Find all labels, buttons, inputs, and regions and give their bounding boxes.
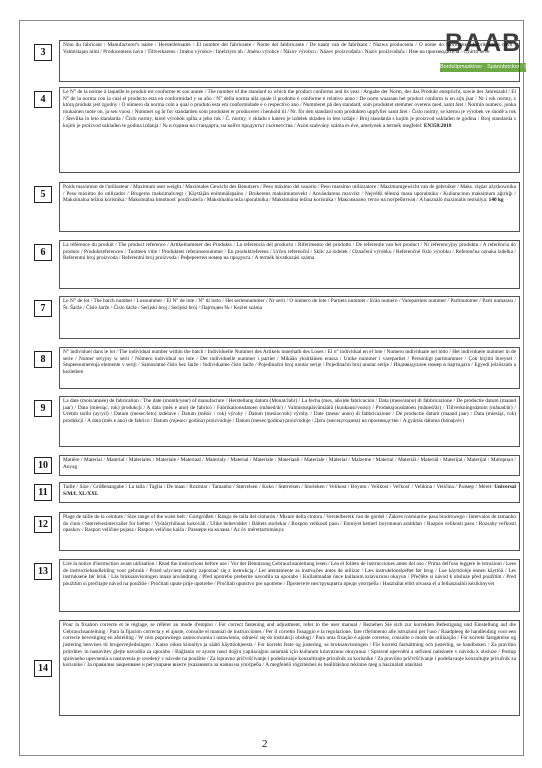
- row-text: [59, 240, 520, 289]
- logo-text: BAAB: [445, 29, 522, 57]
- marking-row: [34, 512, 520, 551]
- logo-tagline: Bordslipmaskiner · Spännbrickor · Linjaler: [440, 64, 542, 70]
- row-text: [59, 40, 520, 82]
- row-text-content: La référence du produit / The product reference / Artikelnummer des Produkts / La referencia del producto / Riferimento del prodotto / De referentie van het product / Nr referencyjny produktu / A referência do produto / Produktreferencen / Tuotteen viite / Produktets referansenummer / En produktreferens / Určen referenční / Sklic za izdelek / Označení výrobku / Referenčné číslo výrobku / Referenčna oznaka izdelka / Referentni broj proizvoda / Referentni broj proizvoda / Референтен номер на продукта / A termék hivatkozási száma: [63, 242, 516, 262]
- row-number: 3: [34, 44, 52, 61]
- row-text-content: Pour la fixation correcte et le réglage, se référer au mode d'emploi / For correct fastening and adjustment, refer to the user manual / Beziehen Sie sich zur korrekten Befestigung und Einstellung auf die Gebrauchsanleitung / Para la fijación correcta y el ajuste, consulte el manual de instrucciones / Per il corretto fissaggio e la regolazione, fare riferimento alle istruzioni per l'uso / Raadpleeg de handleiding voor een correcte bevestiging en afstelling / W celu poprawnego zamocowania i ustawienia, odnieść się do instrukcji obsługi / Para uma fixação e ajuste corretos, consulte o modo de utilização / For korrekt fastgørelse og justering henvises til brugervejledningen / Katso oikea kiinnitys ja säätö käyttöohjeesta / For korrekt feste og justering, se bruksanvisningen / För korrekt fastsättning och justering, se handboken / Za pravilno pritrditev in nastavitev glejte navodila za uporabo / Bağlama ve ayarın nasıl doğru yapılacağını anlamak için kullanım kılavuzunu okuyunuz / Správné upevnění a seřízení naleznete v návodu k obsluze / Postup správneho upevnenia a nastavenia je uvedený v návode na použitie / Za ispravno pričvršćivanje i podešavanje konzultirajte priručnik za korisnike / Za pravilno pričvršćivanje i podešavanje konzultujte priručnik za korisnike / За правилно закрепване и регулиране вижте указанията за начин на употреба / A megfelelő rögzítéshez és beállításhoz tekintse meg a használati utasítást: [63, 622, 516, 669]
- row-text-content: Le N° de lot / The batch number / Losnummer / El N° de lote / N° di lotto / Het seriennummer / Nr serii / O número de lote / Partiets nummer / Erän numero / Varepartiets nummer / Partinummer / Parti numarası / Št. Šarže / Číslo šarže / Číslo šarže / Serijski broj / Serijski broj / Партиден № / Kezlet száma: [63, 298, 516, 311]
- row-text: [59, 620, 520, 716]
- row-text: [59, 512, 520, 551]
- marking-row: [34, 620, 520, 716]
- row-text-content: Lire la notice d'instruction avant utilisation / Read the instructions before use / Vor der Benutzung Gebrauchsanleitung lesen / Lea el folleto de instrucciones antes del uso / Prima dell'uso leggere le istruzioni / Lees de instructiehandleiding voor gebruik / Przed użyciem należy zapoznać się z instrukcją / Ler atentamente as instruções antes de utilizar / Læs instruktionshæftet før brug / Lue käyttöohje ennen käyttöä / Les instruksene før bruk / Läs bruksanvisningen innan användning / Před upotrebo preberite navodila za uporabo / Kullanmadan önce kullanım kılavuzunu okuyun / Přečtěte si návod k obsluze před použitím / Pred použitím si prečítajte návod na použitie / Pročitati upute prije upotrebe / Pročitati uputstvo pre upotrebe / Прочетете инструкцията преди употреба / Használat előtt olvassa el a felhasználói kézikönyvet: [63, 561, 516, 588]
- row-number: 10: [34, 457, 52, 474]
- row-text-content: N° individuel dans le lot / The individual number within the batch / Individuelle Nummer des Artikels innerhalb des Loses / El n° individual en el lote / Numero individuale nel lotto / Het individuele nummer in de serie / Numer seryjny w serii / Número individual no lote / Det individuelle nummer i partiet / Mikään yksittäinen erassa / Unike nummer i varepartiet / Personligt partinummer / Çok biçimi bireysel / Stupeenumerenja elemente v seriji / Samostatné číslo bez šarže / Individualne číslo šarže / Pojedinačni broj unutar serije / Pojedinačni broj unutar serije / Индивидуален номер в партидата / Egyedi jelzőszám a kezletben: [63, 349, 516, 376]
- row-text: [59, 347, 520, 389]
- row-text: [59, 296, 520, 339]
- row-text-content: La date (mois/année) de fabrication / The date (month/year) of manufacture / Herstellung datum (Monat/Jahr) / La fecha (mes, año)de fabricación / Data (mese/anno) di fabbricazione / De productie datum (maand jaar) / Data (miesiąc, rok) produkcji / A data (mês e ano) de fabrico / Fabrikationsdatoen (måned/år) / Valmistuspäivämäärä (kuukausi/vuosi) / Produksjonsdatoen (måned/år) / Tillverkningsdatum (månad/år) / Uretim tarihi (ay/yıl) / Datum (mesec/leto) izdelave / Datum (měsíc / rok) výroby / Datum (mesiac/rok) výroby / Date (mese/ anno) di fabbricazione / De productie datum (maand jaar) / Data (miesiąc, rok) produkcji / A data (mês e ano) de fabrico / Datum (mjesec/ godina) proizvodnje / Datum (mesec/godina) proizvodnje / Дата (месец/година) на производство / A gyártás dátuma (hónap/év): [63, 398, 516, 425]
- row-number: 13: [34, 563, 52, 580]
- row-number: 9: [34, 400, 52, 417]
- marking-row: [34, 40, 520, 82]
- row-text-content: Matière / Material / Material / Materiales / Materiale / Materiaal / Materiały / Material / Materiale / Materiaali / Materiale / Material / Malzeme / Material / Materiál / Materiál / Materijal / Materijal / Материал / Anyag: [63, 457, 516, 470]
- row-number: 5: [34, 186, 52, 203]
- page-number: 2: [262, 738, 268, 750]
- row-number: 12: [34, 516, 52, 533]
- marking-row: [34, 240, 520, 289]
- row-number: 8: [34, 351, 52, 368]
- row-text: [59, 559, 520, 612]
- marking-row: [34, 455, 520, 476]
- row-value: 140 kg: [488, 197, 504, 204]
- marking-row: [34, 559, 520, 612]
- row-text: [59, 455, 520, 476]
- row-text: [59, 87, 520, 173]
- row-text-content: Le N° de la norme à laquelle le produit est conforme et son année / The number of the standard to which the product conforms and its year / Angabe der Norm, der das Produkt entspricht, sowie der Jahreszahl / El N° de la norma con la cual el producto esta en conformidad y su año / N° della norma alla quale il prodotto è conforme e relativo anno / De norm waaraan het product conform is en zijn jaar / Nr i rok normy, z którą produkt jest zgodny / O número da norma com a qual o produto esta em conformidade e o respectivo ano / Nummeret på den standard, som produktet stemmer overens med, samt året / Normin numero, jonka mukainen tuote on, ja sen vuosi / Nummer og år for standarden som produktet er produceret i henhold til / Nr. för den standard som produkten uppfyller samt året / Číslo normy, se kterou je výrobek ve shodě a rok / Številka in leto standarda / Číslo normy, ktoré výrobok spĺňa a jeho rok / Č. normy, v skladu s katero je izdelek skladen in leto izdaje / Broj standarda s kojim je proizvod usklađen te godina / Broj standarda s kojim je proizvod usklađen te godina izdanja / № и година на стандарта, на който продуктът съответства / Azon szabvány száma és éve, amelynek a termék megfelel:: [63, 89, 516, 129]
- marking-row: [34, 182, 520, 232]
- row-number: 6: [34, 244, 52, 261]
- row-text: [59, 182, 520, 232]
- marking-row: [34, 296, 520, 339]
- row-text-content: Nom du fabricant / Manufacturer's name / Herstellername / El nombre del fabricante / Nome del fabbricante / De naam van de fabrikant / Nazwa producenta / O nome do fabricante / Fabrikantens navn / Valmistajan nimi / Producentens navn / Tillverkarens / Jméno výrobce / Imelztym nh / Jméno výrobce / Názov výrobcu / Název proizvođača / Naziv proizvođača / Име на производителя / Gyártó neve: [63, 42, 516, 55]
- marking-row: [34, 396, 520, 447]
- row-number: 14: [34, 660, 52, 677]
- row-value: Universal S/M/L XL/XXL: [63, 484, 517, 497]
- row-text-content: Taille / Size / Größenangabe / La talla / Taglia / De maat / Rozmiar / Tamanho / Størrelsen / Koko / Størrelsen / Storleken / Velikost / Boyutu / Velikost / Veľkosť / Velikina / Veličina / Размер / Méret:: [63, 484, 493, 490]
- marking-row: [34, 482, 520, 503]
- marking-row: [34, 87, 520, 173]
- row-text: [59, 482, 520, 503]
- row-number: 4: [34, 91, 52, 108]
- row-number: 11: [34, 484, 52, 501]
- row-number: 7: [34, 300, 52, 317]
- marking-row: [34, 347, 520, 389]
- row-text-content: Poids maximum de l'utilisateur / Maximum user weight / Maximales Gewicht des Benutzers / Peso máximo del usuario / Peso massimo utilizzatore / Maximumgewicht van de gebruiker / Maks. ciężar użytkownika / Peso máximo do utilizador / Brugerns maksimalvægt / Käyttäjän enimmäispaino / Brukerens maksimumsvekt / Användarens maxvikt / Největší tělesná masa uporabnika / Kullanıcının maksimum ağırlığı / Maksimalna težina korisnika / Maksimálna hmotnosť používateľa / Maksimalna teža uporabnika / Maksimalna težina korisnika / Максимално тегло на потребителя / A használó maximális testsúlya:: [63, 184, 516, 204]
- row-text-content: Plage de taille de la ceinture / Size range of the waist belt / Gurtgrößen / Rango de talla del cinturón / Misure della cintura / Verstelbereik van de gordel / Zakres rozmiarów pasa biodrowego / Intervalos de tamanho do cinto / Størrelsesintervaller for bæltet / Vyötäryhihnan kokoväli / Ulike beltevidder / Bältets storlekar / Rozpon velikosti pasu / Emniyet kemeri boyutunun aralıkları / Razpon velikosti pasu / Rozsahy veľkosti opaskov / Raspon veličine pojasa / Raspon veličine kaiša / Размери на колана / Az öv mérettartománya: [63, 514, 516, 534]
- row-value: EN358:2018: [423, 122, 452, 129]
- row-text: [59, 396, 520, 447]
